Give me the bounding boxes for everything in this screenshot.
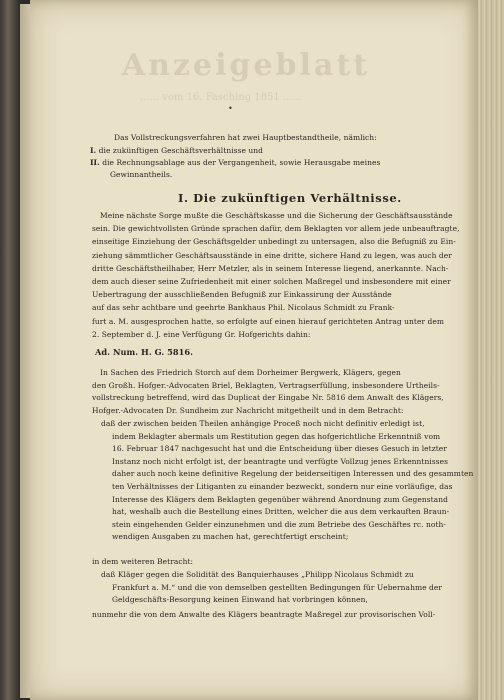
text-line: Interesse des Klägers dem Beklagten gegenüber während Anordnung zum Gegenstand (112, 494, 448, 504)
text-line: Geldgeschäfts-Besorgung keinen Einwand hat vorbringen können, (112, 595, 368, 605)
book-binding (0, 0, 20, 700)
text-line: stein eingehenden Gelder einzunehmen und die zum Betriebe des Geschäftes rc. noth- (112, 519, 446, 529)
case-reference: Ad. Num. H. G. 5816. (95, 347, 194, 357)
text-line: Hofger.-Advocaten Dr. Sundheim zur Nachricht mitgetheilt und in dem Betracht: (92, 405, 404, 415)
ink-dot: • (228, 104, 233, 113)
final-line: nunmehr die von dem Anwalte des Klägers beantragte Maßregel zur provisorischen Voll- (92, 610, 436, 619)
section-heading: I. Die zukünftigen Verhältnisse. (178, 191, 402, 205)
text-line: 2. September d. J. eine Verfügung Gr. Hofgerichts dahin: (92, 329, 311, 339)
text-line: daß Kläger gegen die Solidität des Banquierhauses „Philipp Nicolaus Schmidt zu (101, 570, 414, 579)
text-line: daß der zwischen beiden Theilen anhängige Proceß noch nicht definitiv erledigt ist, (101, 419, 425, 428)
bleed-through-subtitle: ...... vom 16. Fasching 1851 ...... (140, 92, 302, 103)
text-line: wendigen Ausgaben zu machen hat, gerechtfertigt erscheint; (112, 532, 349, 542)
text-line: In Sachen des Friedrich Storch auf dem Dorheimer Bergwerk, Klägers, gegen (100, 368, 401, 377)
text-line: furt a. M. ausgesprochen hatte, so erfolgte auf einen hierauf gerichteten Antrag unter dem (92, 316, 445, 326)
text-line: Uebertragung der ausschließenden Befugniß zur Einkassirung der Ausstände (92, 290, 392, 300)
list-number: II. (90, 158, 100, 167)
text-line: dem auch dieser seine Zufriedenheit mit einer solchen Maßregel und insbesondere mit einer (92, 277, 451, 286)
text-line: einseitige Einziehung der Geschäftsgelder unbedingt zu untersagen, also die Befugniß zu Ein- (92, 237, 456, 247)
text-line: ten Verhältnisses der Litiganten zu einander bezweckt, sondern nur eine vorläufige, das (112, 482, 453, 491)
list-number: I. (90, 146, 97, 155)
text-line: ziehung sämmtlicher Geschäftsausstände in eine dritte, sichere Hand zu legen, was auch der (92, 250, 452, 260)
page-stack-edge (478, 0, 504, 700)
text-line: indem Beklagter abermals um Restitution gegen das hofgerichtliche Erkenntniß vom (112, 431, 441, 441)
text-line: den Großh. Hofger.-Advocaten Briel, Beklagten, Vertragserfüllung, insbesondere Urtheils- (92, 380, 440, 390)
text-line: Meine nächste Sorge mußte die Geschäftskasse und die Sicherung der Geschäftsausstände (100, 211, 453, 220)
intro-line: Das Vollstreckungsverfahren hat zwei Hauptbestandtheile, nämlich: (114, 133, 377, 142)
list-text: Gewinnantheils. (110, 170, 173, 179)
list-text: die zukünftigen Geschäftsverhältnisse und (98, 146, 263, 155)
list-text: die Rechnungsablage aus der Vergangenheit, sowie Herausgabe meines (102, 158, 381, 167)
text-line: daher auch noch keine definitive Regelung der beiderseitigen Interessen und des gesammten (112, 469, 474, 479)
text-line: dritte Geschäftstheilhaber, Herr Metzler, als in seinem Interesse liegend, anerkannte. Nach- (92, 263, 449, 273)
list-item-1 (90, 146, 263, 155)
text-line: vollstreckung betreffend, wird das Duplicat der Eingabe Nr. 5816 dem Anwalt des Klägers, (92, 393, 444, 403)
list-item-3 (110, 170, 172, 179)
bleed-through-title: Anzeigeblatt (121, 48, 371, 83)
text-line: Instanz noch nicht erfolgt ist, der beantragte und verfügte Vollzug jenes Erkenntnisses (112, 456, 449, 466)
text-line: Frankfurt a. M.“ und die von demselben gestellten Bedingungen für Uebernahme der (112, 582, 443, 592)
text-line: 16. Februar 1847 nachgesucht hat und die Entscheidung über dieses Gesuch in letzter (112, 444, 447, 454)
text-line: hat, weshalb auch die Bestellung eines Dritten, welcher die aus dem verkauften Braun- (112, 507, 450, 517)
text-line: sein. Die gewichtvollsten Gründe sprachen dafür, dem Beklagten vor allem jede unbeauftragte, (92, 224, 460, 234)
further-consideration: in dem weiteren Betracht: (92, 557, 194, 566)
list-item-2 (90, 158, 380, 167)
text-line: auf das sehr achtbare und geehrte Bankhaus Phil. Nicolaus Schmidt zu Frank- (92, 303, 395, 313)
